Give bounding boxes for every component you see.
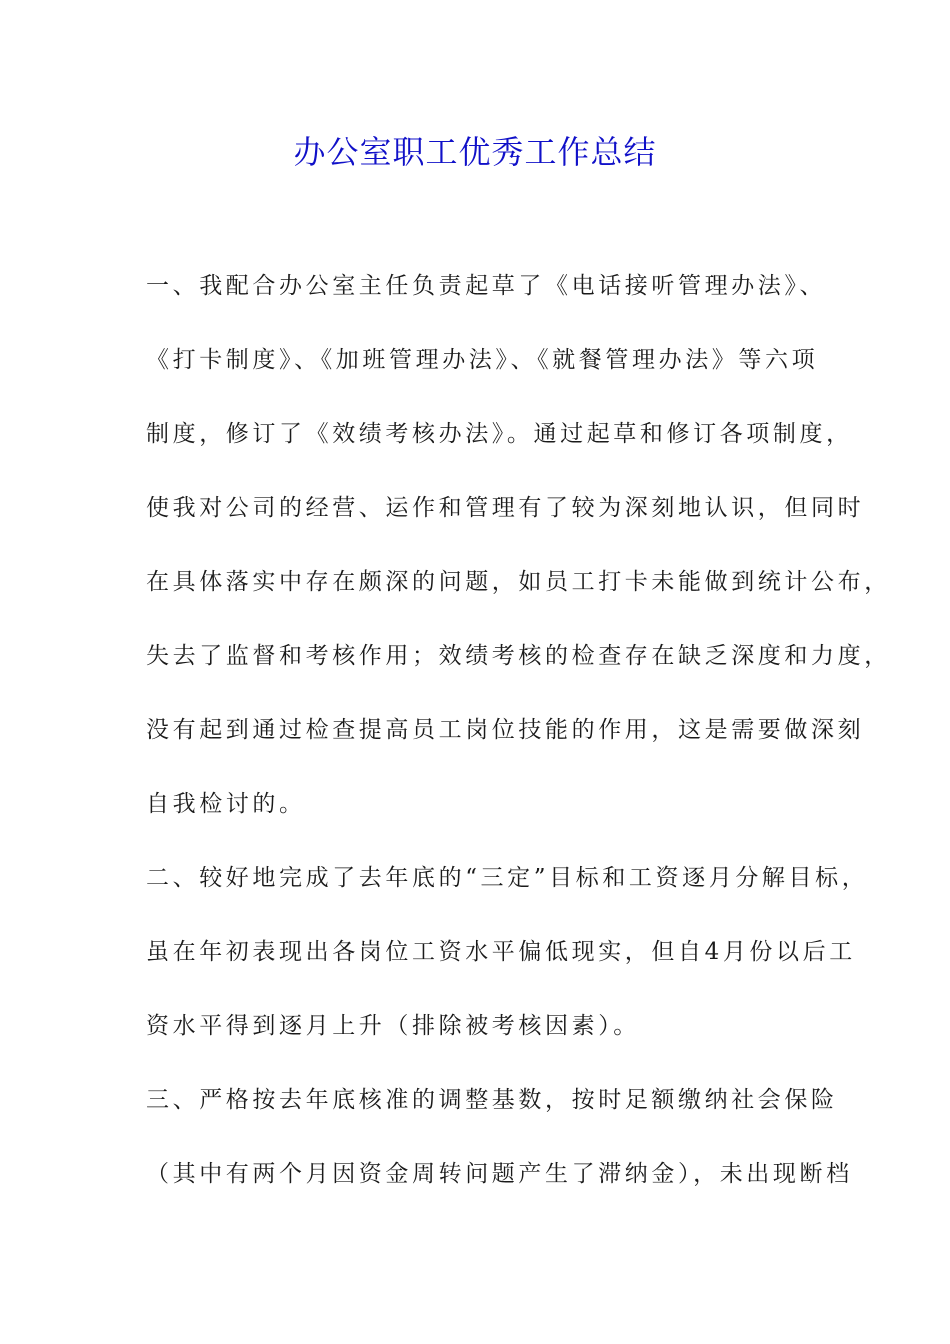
body-line: 使我对公司的经营、运作和管理有了较为深刻地认识，但同时	[146, 495, 865, 521]
body-line: 一、我配合办公室主任负责起草了《电话接听管理办法》、	[146, 273, 827, 299]
document-title: 办公室职工优秀工作总结	[293, 133, 657, 171]
document-body	[146, 262, 891, 1224]
body-line: 虽在年初表现出各岗位工资水平偏低现实，但自4月份以后工	[146, 939, 856, 965]
body-line: 《打卡制度》、《加班管理办法》、《就餐管理办法》等六项	[146, 347, 819, 373]
body-line: 资水平得到逐月上升（排除被考核因素）。	[146, 1013, 640, 1039]
body-line: 制度，修订了《效绩考核办法》。通过起草和修订各项制度，	[146, 421, 853, 447]
body-line: 二、较好地完成了去年底的“三定”目标和工资逐月分解目标，	[146, 865, 869, 891]
body-line: 失去了监督和考核作用；效绩考核的检查存在缺乏深度和力度，	[146, 643, 891, 669]
body-line: （其中有两个月因资金周转问题产生了滞纳金），未出现断档	[146, 1161, 853, 1187]
body-line: 三、严格按去年底核准的调整基数，按时足额缴纳社会保险	[146, 1087, 838, 1113]
body-line: 在具体落实中存在颇深的问题，如员工打卡未能做到统计公布，	[146, 569, 891, 595]
body-line: 没有起到通过检查提高员工岗位技能的作用，这是需要做深刻	[146, 717, 865, 743]
body-line: 自我检讨的。	[146, 791, 306, 817]
